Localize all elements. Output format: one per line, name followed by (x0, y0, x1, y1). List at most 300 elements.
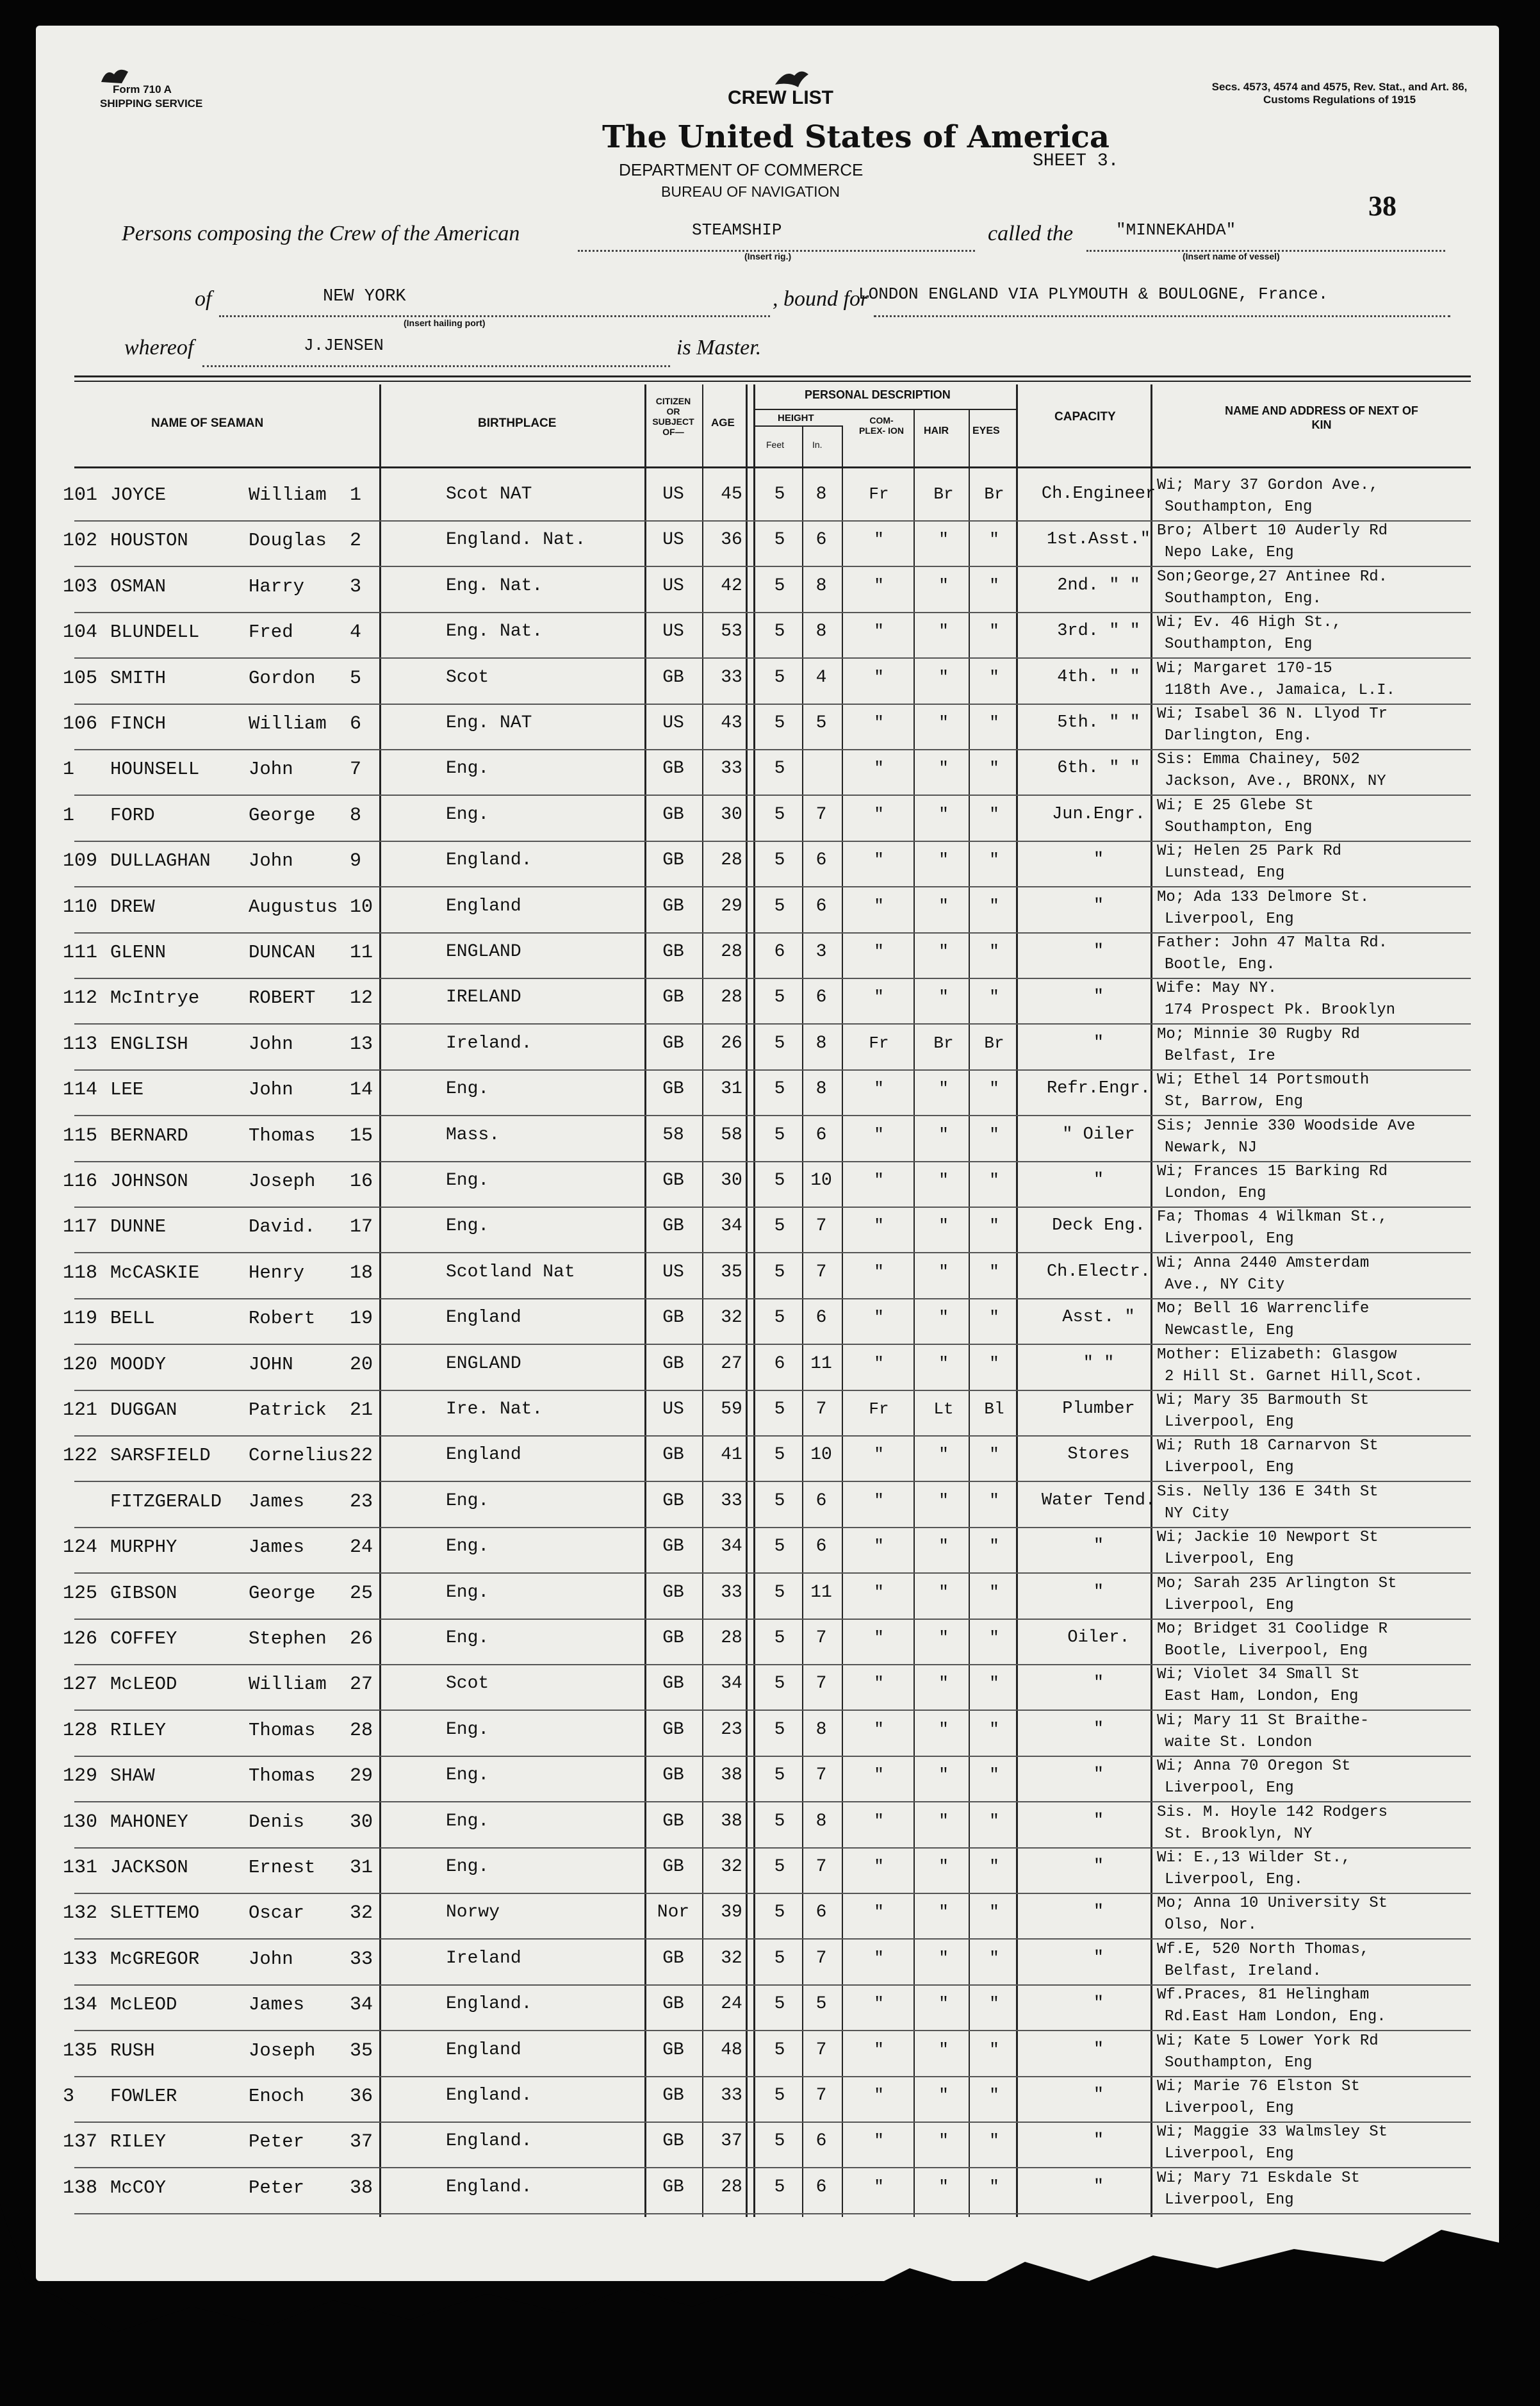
citizenship: US (662, 484, 684, 504)
complexion: " (874, 804, 884, 824)
age: 41 (721, 1445, 742, 1465)
height-feet: 5 (774, 987, 785, 1008)
capacity: Ch.Engineer (1041, 484, 1156, 504)
sequence-number: 26 (350, 1628, 373, 1650)
sheet-number: SHEET 3. (1033, 151, 1119, 171)
height-inches: 10 (810, 1171, 832, 1191)
seaman-given-name: William (249, 713, 327, 734)
seaman-surname: DUNNE (110, 1216, 167, 1238)
birthplace: Eng. NAT (446, 713, 532, 733)
seaman-given-name: John (249, 1033, 293, 1055)
height-inches: 7 (815, 804, 827, 825)
seaman-given-name: John (249, 1948, 293, 1970)
seaman-surname: GLENN (110, 942, 167, 963)
next-of-kin-name: Mo; Bridget 31 Coolidge R (1157, 1620, 1388, 1638)
next-of-kin-name: Wi; Mary 11 St Braithe- (1157, 1711, 1370, 1729)
capacity: Jun.Engr. (1052, 804, 1145, 824)
sequence-number: 32 (350, 1902, 373, 1925)
height-inches: 6 (815, 1902, 827, 1923)
complexion: Fr (869, 484, 889, 504)
citizenship: GB (662, 2086, 684, 2105)
seaman-surname: GIBSON (110, 1582, 177, 1604)
height-inches: 6 (815, 1490, 827, 1511)
capacity: 6th. " " (1057, 759, 1140, 779)
hair: " (938, 896, 949, 916)
row-number: 1 (63, 804, 75, 827)
next-of-kin-name: Sis. M. Hoyle 142 Rodgers (1157, 1803, 1388, 1821)
next-of-kin-name: Wife: May NY. (1157, 980, 1277, 998)
height-feet: 5 (774, 667, 785, 688)
height-feet: 5 (774, 1719, 785, 1740)
age: 33 (721, 1582, 742, 1603)
row-number: 115 (63, 1125, 98, 1147)
table-row (36, 1529, 1499, 1578)
seaman-surname: JOHNSON (110, 1171, 188, 1192)
complexion: " (874, 1079, 884, 1099)
eyes: " (989, 759, 999, 779)
seaman-surname: McCASKIE (110, 1262, 200, 1283)
height-inches: 6 (815, 987, 827, 1008)
seaman-surname: SARSFIELD (110, 1445, 211, 1467)
table-row (36, 1025, 1499, 1075)
seaman-given-name: George (249, 1582, 316, 1604)
form-title: CREW LIST (728, 87, 833, 108)
sequence-number: 24 (350, 1537, 373, 1559)
row-number: 120 (63, 1353, 98, 1376)
age: 35 (721, 1262, 742, 1282)
birthplace: England. (446, 2086, 532, 2105)
seaman-given-name: Enoch (249, 2086, 305, 2107)
seaman-given-name: Patrick (249, 1399, 327, 1421)
height-feet: 5 (774, 1308, 785, 1328)
row-number: 109 (63, 850, 98, 873)
capacity: " (1093, 2039, 1104, 2059)
hair: " (938, 1811, 949, 1831)
birthplace: Eng. (446, 759, 489, 779)
seaman-given-name: Gordon (249, 667, 316, 689)
height-inches: 6 (815, 896, 827, 916)
col-name-seaman: NAME OF SEAMAN (151, 416, 264, 430)
birthplace: Eng. (446, 804, 489, 825)
sequence-number: 33 (350, 1948, 373, 1970)
capacity: Stores (1067, 1445, 1130, 1465)
birthplace: Eng. (446, 1765, 489, 1786)
hair: " (938, 530, 949, 550)
capacity: Plumber (1062, 1399, 1135, 1419)
row-number: 1 (63, 759, 75, 781)
seaman-surname: SMITH (110, 667, 167, 689)
table-row (36, 477, 1499, 526)
eyes: " (989, 575, 999, 595)
capacity: " (1093, 1902, 1104, 1922)
sequence-number: 2 (350, 530, 362, 552)
height-feet: 5 (774, 1125, 785, 1145)
col-complexion: COM- PLEX- ION (858, 415, 904, 436)
seaman-surname: RILEY (110, 2131, 167, 2153)
next-of-kin-name: Wi; Jackie 10 Newport St (1157, 1529, 1379, 1547)
complexion: " (874, 1719, 884, 1739)
table-row (36, 1483, 1499, 1533)
eyes: " (989, 2086, 999, 2105)
hailing-port: NEW YORK (323, 287, 406, 306)
capacity: " (1093, 850, 1104, 870)
sequence-number: 17 (350, 1216, 373, 1239)
capacity: Ch.Electr. (1046, 1262, 1151, 1281)
height-feet: 5 (774, 2086, 785, 2105)
height-feet: 5 (774, 804, 785, 825)
vessel-name: "MINNEKAHDA" (1116, 220, 1236, 240)
height-feet: 5 (774, 2177, 785, 2197)
age: 45 (721, 484, 742, 504)
height-inches: 6 (815, 1308, 827, 1328)
citizenship: 58 (662, 1125, 684, 1145)
height-feet: 5 (774, 1537, 785, 1557)
col-eyes: EYES (972, 425, 1000, 436)
citizenship: GB (662, 1537, 684, 1557)
age: 28 (721, 942, 742, 962)
citizenship: GB (662, 1765, 684, 1786)
height-feet: 5 (774, 2131, 785, 2152)
table-row (36, 705, 1499, 755)
crew-list-document (36, 26, 1499, 2281)
table-row (36, 1346, 1499, 1396)
next-of-kin-name: Mo; Anna 10 University St (1157, 1895, 1388, 1913)
height-feet: 5 (774, 1902, 785, 1923)
age: 23 (721, 1719, 742, 1740)
seaman-surname: COFFEY (110, 1628, 177, 1649)
eyes: " (989, 2039, 999, 2059)
next-of-kin-name: Wi; Maggie 33 Walmsley St (1157, 2123, 1388, 2141)
sequence-number: 18 (350, 1262, 373, 1284)
hair: " (938, 1582, 949, 1602)
eyes: " (989, 1262, 999, 1281)
sequence-number: 5 (350, 667, 362, 689)
eyes: " (989, 1719, 999, 1739)
height-inches: 5 (815, 1994, 827, 2015)
seaman-given-name: George (249, 804, 316, 826)
port-hint: (Insert hailing port) (404, 318, 486, 328)
row-number: 127 (63, 1674, 98, 1696)
capacity: " (1093, 1582, 1104, 1602)
capacity: " (1093, 896, 1104, 916)
hair: " (938, 713, 949, 732)
sequence-number: 38 (350, 2177, 373, 2199)
seaman-given-name: Stephen (249, 1628, 327, 1649)
citizenship: GB (662, 942, 684, 962)
seaman-surname: BLUNDELL (110, 622, 200, 643)
seaman-surname: McGREGOR (110, 1948, 200, 1970)
capacity: " (1093, 1033, 1104, 1053)
sequence-number: 6 (350, 713, 362, 735)
sequence-number: 12 (350, 987, 373, 1010)
shipping-service-label: SHIPPING SERVICE (100, 97, 203, 110)
seaman-given-name: Peter (249, 2131, 305, 2153)
row-number: 137 (63, 2131, 98, 2154)
hair: " (938, 2131, 949, 2151)
birthplace: England. (446, 2131, 532, 2152)
height-feet: 5 (774, 1490, 785, 1511)
capacity: " (1093, 1857, 1104, 1876)
complexion: " (874, 1948, 884, 1968)
capacity: " (1093, 987, 1104, 1007)
citizenship: GB (662, 804, 684, 825)
next-of-kin-address: Liverpool, Eng. (1165, 1871, 1304, 1888)
next-of-kin-address: 174 Prospect Pk. Brooklyn (1165, 1001, 1396, 1019)
seaman-given-name: William (249, 1674, 327, 1695)
complexion: " (874, 1490, 884, 1510)
table-row (36, 2032, 1499, 2082)
birthplace: Eng. Nat. (446, 622, 543, 642)
birthplace: IRELAND (446, 987, 521, 1008)
seaman-given-name: Joseph (249, 2039, 316, 2061)
torn-paper-edge (0, 2204, 1540, 2406)
height-inches: 8 (815, 484, 827, 504)
sequence-number: 34 (350, 1994, 373, 2016)
sequence-number: 7 (350, 759, 362, 781)
hair: " (938, 850, 949, 870)
next-of-kin-name: Wf.Praces, 81 Helingham (1157, 1986, 1370, 2004)
row-number: 131 (63, 1857, 98, 1879)
birthplace: Eng. (446, 1490, 489, 1511)
capacity: " (1093, 1171, 1104, 1190)
table-row (36, 614, 1499, 663)
next-of-kin-name: Wi; Helen 25 Park Rd (1157, 843, 1342, 861)
capacity: Deck Eng. (1052, 1216, 1145, 1236)
next-of-kin-address: Ave., NY City (1165, 1276, 1285, 1294)
next-of-kin-address: St. Brooklyn, NY (1165, 1825, 1313, 1843)
height-inches: 8 (815, 1811, 827, 1831)
table-row (36, 1940, 1499, 1990)
capacity: 2nd. " " (1057, 575, 1140, 595)
complexion: " (874, 987, 884, 1007)
seaman-surname: FORD (110, 804, 155, 826)
country-heading: The United States of America (602, 119, 1110, 155)
age: 33 (721, 759, 742, 779)
height-feet: 5 (774, 850, 785, 871)
complexion: " (874, 942, 884, 961)
table-row (36, 1071, 1499, 1121)
next-of-kin-address: East Ham, London, Eng (1165, 1688, 1359, 1706)
age: 32 (721, 1857, 742, 1877)
eyes: " (989, 1765, 999, 1785)
height-feet: 5 (774, 1399, 785, 1419)
next-of-kin-address: Belfast, Ire (1165, 1047, 1275, 1065)
seaman-given-name: ROBERT (249, 987, 316, 1009)
capacity: " (1093, 2131, 1104, 2151)
next-of-kin-address: Southampton, Eng (1165, 636, 1313, 654)
height-inches: 8 (815, 1719, 827, 1740)
birthplace: Eng. (446, 1171, 489, 1191)
birthplace: ENGLAND (446, 1353, 521, 1374)
next-of-kin-address: Darlington, Eng. (1165, 727, 1313, 745)
table-row (36, 1711, 1499, 1761)
eyes: " (989, 1445, 999, 1465)
eyes: " (989, 850, 999, 870)
complexion: " (874, 1628, 884, 1647)
next-of-kin-name: Wi; Isabel 36 N. Llyod Tr (1157, 705, 1388, 723)
age: 53 (721, 622, 742, 642)
next-of-kin-address: Olso, Nor. (1165, 1916, 1257, 1934)
eyes: " (989, 1171, 999, 1190)
table-row (36, 568, 1499, 618)
row-number: 102 (63, 530, 98, 552)
hair: " (938, 1902, 949, 1922)
eyes: Br (984, 484, 1004, 504)
table-row (36, 1666, 1499, 1715)
seaman-surname: RUSH (110, 2039, 155, 2061)
seaman-given-name: DUNCAN (249, 942, 316, 963)
eyes: " (989, 1994, 999, 2014)
complexion: " (874, 1171, 884, 1190)
row-number: 124 (63, 1537, 98, 1559)
seaman-surname: SHAW (110, 1765, 155, 1787)
height-inches: 7 (815, 1857, 827, 1877)
row-number: 110 (63, 896, 98, 918)
capacity: " Oiler (1062, 1125, 1135, 1144)
height-feet: 5 (774, 1033, 785, 1053)
col-inches: In. (812, 440, 823, 450)
sequence-number: 10 (350, 896, 373, 918)
sequence-number: 4 (350, 622, 362, 644)
eyes: " (989, 713, 999, 732)
birthplace: Scot (446, 667, 489, 688)
sequence-number: 19 (350, 1308, 373, 1330)
capacity: " (1093, 1537, 1104, 1556)
seaman-surname: FITZGERALD (110, 1490, 222, 1512)
age: 37 (721, 2131, 742, 2152)
hair: Lt (933, 1399, 954, 1419)
called-label: called the (988, 222, 1074, 245)
capacity: 4th. " " (1057, 667, 1140, 687)
seaman-surname: RILEY (110, 1719, 167, 1741)
age: 39 (721, 1902, 742, 1923)
seaman-surname: DREW (110, 896, 155, 918)
sequence-number: 28 (350, 1719, 373, 1742)
capacity: Refr.Engr. (1046, 1079, 1151, 1099)
eyes: Bl (984, 1399, 1004, 1419)
row-number: 126 (63, 1628, 98, 1650)
age: 43 (721, 713, 742, 733)
next-of-kin-address: St, Barrow, Eng (1165, 1093, 1304, 1111)
sequence-number: 14 (350, 1079, 373, 1101)
height-feet: 5 (774, 622, 785, 642)
next-of-kin-address: Liverpool, Eng (1165, 1413, 1294, 1431)
height-feet: 5 (774, 1674, 785, 1694)
hair: Br (933, 484, 954, 504)
capacity: " (1093, 1765, 1104, 1785)
height-feet: 5 (774, 713, 785, 733)
seaman-given-name: Henry (249, 1262, 305, 1283)
seaman-surname: McLEOD (110, 1674, 177, 1695)
birthplace: Scotland Nat (446, 1262, 575, 1282)
row-number: 129 (63, 1765, 98, 1788)
next-of-kin-name: Bro; Albert 10 Auderly Rd (1157, 522, 1388, 540)
next-of-kin-address: Liverpool, Eng (1165, 2145, 1294, 2163)
sequence-number: 11 (350, 942, 373, 964)
table-row (36, 1849, 1499, 1899)
citizenship: GB (662, 1445, 684, 1465)
seaman-surname: HOUSTON (110, 530, 188, 552)
citizenship: GB (662, 1948, 684, 1968)
next-of-kin-name: Mo; Minnie 30 Rugby Rd (1157, 1025, 1360, 1043)
table-row (36, 1208, 1499, 1258)
birthplace: Eng. (446, 1079, 489, 1100)
row-number: 125 (63, 1582, 98, 1604)
row-number: 116 (63, 1171, 98, 1192)
next-of-kin-address: Rd.East Ham London, Eng. (1165, 2008, 1386, 2026)
sequence-number: 3 (350, 575, 362, 598)
page-number: 38 (1368, 190, 1397, 222)
next-of-kin-address: 118th Ave., Jamaica, L.I. (1165, 681, 1396, 699)
table-row (36, 980, 1499, 1029)
citizenship: US (662, 1399, 684, 1419)
height-feet: 5 (774, 1948, 785, 1968)
master-label: is Master. (676, 336, 762, 359)
eyes: " (989, 1582, 999, 1602)
citizenship: GB (662, 1994, 684, 2015)
complexion: " (874, 1216, 884, 1236)
destination: LONDON ENGLAND VIA PLYMOUTH & BOULOGNE, France. (858, 284, 1329, 304)
capacity: " (1093, 1994, 1104, 2014)
sequence-number: 1 (350, 484, 362, 506)
height-inches: 6 (815, 1125, 827, 1145)
birthplace: Eng. (446, 1811, 489, 1831)
complexion: " (874, 2177, 884, 2196)
age: 29 (721, 896, 742, 916)
height-feet: 5 (774, 1216, 785, 1237)
rig-value: STEAMSHIP (692, 220, 782, 240)
citizenship: US (662, 713, 684, 733)
col-age: AGE (711, 416, 735, 429)
hair: " (938, 1628, 949, 1647)
hair: " (938, 667, 949, 687)
complexion: Fr (869, 1033, 889, 1053)
eyes: " (989, 530, 999, 550)
seaman-given-name: Joseph (249, 1171, 316, 1192)
hair: Br (933, 1033, 954, 1053)
capacity: " (1093, 1811, 1104, 1831)
seaman-surname: DULLAGHAN (110, 850, 211, 872)
row-number: 135 (63, 2039, 98, 2062)
seaman-given-name: JOHN (249, 1353, 293, 1375)
seaman-given-name: James (249, 1994, 305, 2016)
citizenship: US (662, 622, 684, 642)
height-inches: 7 (815, 2039, 827, 2060)
table-row (36, 1163, 1499, 1212)
height-inches: 8 (815, 575, 827, 596)
next-of-kin-name: Wi; Kate 5 Lower York Rd (1157, 2032, 1379, 2050)
age: 32 (721, 1948, 742, 1968)
birthplace: England (446, 1445, 521, 1465)
sequence-number: 36 (350, 2086, 373, 2107)
capacity: " (1093, 942, 1104, 961)
table-row (36, 1620, 1499, 1670)
hair: " (938, 1490, 949, 1510)
age: 30 (721, 804, 742, 825)
complexion: " (874, 1353, 884, 1373)
hair: " (938, 804, 949, 824)
seaman-surname: MOODY (110, 1353, 167, 1375)
eyes: " (989, 1902, 999, 1922)
seaman-given-name: David. (249, 1216, 316, 1238)
row-number: 101 (63, 484, 98, 506)
eyes: " (989, 1857, 999, 1876)
height-inches: 6 (815, 2177, 827, 2197)
row-number: 103 (63, 575, 98, 598)
next-of-kin-name: Son;George,27 Antinee Rd. (1157, 568, 1388, 586)
age: 33 (721, 1490, 742, 1511)
next-of-kin-name: Mo; Bell 16 Warrenclife (1157, 1300, 1370, 1318)
